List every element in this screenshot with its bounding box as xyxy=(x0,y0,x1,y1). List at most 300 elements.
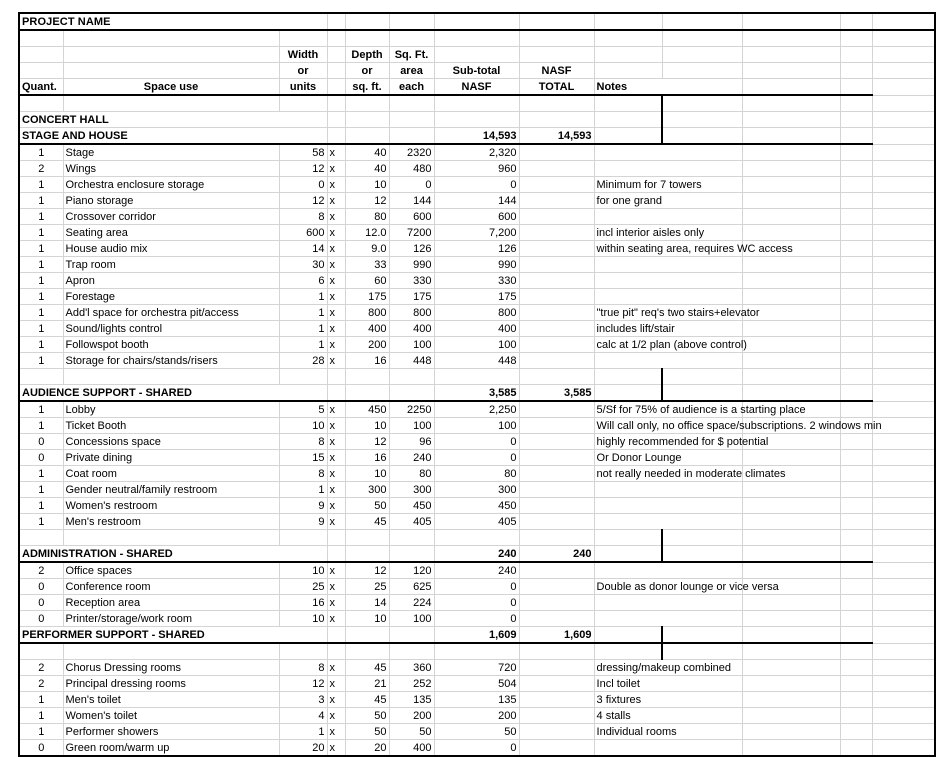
notes-col-4[interactable] xyxy=(840,708,872,724)
notes-col-5[interactable] xyxy=(872,79,935,96)
notes-col-2[interactable] xyxy=(662,530,742,546)
notes-col-5[interactable] xyxy=(872,466,935,482)
cell-width[interactable]: 1 xyxy=(279,337,327,353)
notes-col-3[interactable] xyxy=(742,643,840,660)
notes-col-5[interactable] xyxy=(872,305,935,321)
notes-col-4[interactable] xyxy=(840,611,872,627)
cell-depth[interactable]: 450 xyxy=(345,401,389,418)
sp-sqft[interactable] xyxy=(389,95,434,112)
notes-col-3[interactable] xyxy=(742,740,840,757)
notes-col-2[interactable] xyxy=(662,193,742,209)
sp-depth[interactable] xyxy=(345,95,389,112)
cell-subtotal-nasf[interactable]: 240 xyxy=(434,562,519,579)
notes-col-2[interactable] xyxy=(662,112,742,128)
section-pad-notes[interactable] xyxy=(594,546,662,563)
title-pad-width[interactable] xyxy=(279,13,327,30)
cell-nasf-total[interactable] xyxy=(519,676,594,692)
notes-col-2[interactable] xyxy=(662,611,742,627)
notes-col-3[interactable] xyxy=(742,530,840,546)
notes-col-3[interactable] xyxy=(742,595,840,611)
hdr3-x[interactable] xyxy=(327,79,345,96)
cell-multiplier[interactable]: x xyxy=(327,466,345,482)
gap-width[interactable] xyxy=(279,530,327,546)
cell-space-use[interactable]: House audio mix xyxy=(63,241,279,257)
cell-subtotal-nasf[interactable]: 126 xyxy=(434,241,519,257)
notes-col-5[interactable] xyxy=(872,112,935,128)
gap-space[interactable] xyxy=(63,369,279,385)
cell-quant[interactable]: 1 xyxy=(19,225,63,241)
cell-space-use[interactable]: Stage xyxy=(63,144,279,161)
notes-col-5[interactable] xyxy=(872,289,935,305)
cell-sqft-each[interactable]: 300 xyxy=(389,482,434,498)
cell-space-use[interactable]: Orchestra enclosure storage xyxy=(63,177,279,193)
cell-width[interactable]: 8 xyxy=(279,660,327,676)
notes-col-5[interactable] xyxy=(872,692,935,708)
section-pad-depth[interactable] xyxy=(345,627,389,644)
cell-nasf-total[interactable] xyxy=(519,257,594,273)
cell-depth[interactable]: 50 xyxy=(345,498,389,514)
section-pad-width[interactable] xyxy=(279,385,327,402)
section-pad-notes[interactable] xyxy=(594,385,662,402)
cell-space-use[interactable]: Conference room xyxy=(63,579,279,595)
cell-nasf-total[interactable] xyxy=(519,579,594,595)
notes-col-4[interactable] xyxy=(840,498,872,514)
hdr-blank-total[interactable] xyxy=(519,30,594,47)
cell-depth[interactable]: 45 xyxy=(345,692,389,708)
section-pad-notes[interactable] xyxy=(594,128,662,145)
notes-col-5[interactable] xyxy=(872,724,935,740)
blank-total[interactable] xyxy=(519,643,594,660)
cell-notes[interactable]: Double as donor lounge or vice versa xyxy=(594,579,662,595)
cell-notes[interactable] xyxy=(594,144,662,161)
notes-col-5[interactable] xyxy=(872,63,935,79)
notes-col-2[interactable] xyxy=(662,161,742,177)
section-pad-sqft[interactable] xyxy=(389,128,434,145)
notes-col-4[interactable] xyxy=(840,740,872,757)
cell-width[interactable]: 12 xyxy=(279,193,327,209)
cell-notes[interactable] xyxy=(594,209,662,225)
notes-col-3[interactable] xyxy=(742,321,840,337)
section-pad-depth[interactable] xyxy=(345,546,389,563)
hdr-blank-quant[interactable] xyxy=(19,30,63,47)
cell-notes[interactable] xyxy=(594,353,662,369)
hdr1-sub[interactable] xyxy=(434,47,519,63)
cell-space-use[interactable]: Followspot booth xyxy=(63,337,279,353)
notes-col-4[interactable] xyxy=(840,161,872,177)
notes-col-4[interactable] xyxy=(840,676,872,692)
cell-notes[interactable] xyxy=(594,482,662,498)
cell-depth[interactable]: 300 xyxy=(345,482,389,498)
sp-quant[interactable] xyxy=(19,95,63,112)
cell-nasf-total[interactable] xyxy=(519,611,594,627)
title-pad-x[interactable] xyxy=(327,13,345,30)
cell-quant[interactable]: 1 xyxy=(19,177,63,193)
notes-col-5[interactable] xyxy=(872,708,935,724)
notes-col-4[interactable] xyxy=(840,530,872,546)
cell-sqft-each[interactable]: 600 xyxy=(389,209,434,225)
cell-quant[interactable]: 1 xyxy=(19,353,63,369)
cell-subtotal-nasf[interactable]: 960 xyxy=(434,161,519,177)
cell-quant[interactable]: 2 xyxy=(19,562,63,579)
cell-sqft-each[interactable]: 450 xyxy=(389,498,434,514)
cell-space-use[interactable]: Office spaces xyxy=(63,562,279,579)
hdr-blank-sqft[interactable] xyxy=(389,30,434,47)
notes-col-5[interactable] xyxy=(872,337,935,353)
notes-col-3[interactable] xyxy=(742,482,840,498)
cell-nasf-total[interactable] xyxy=(519,305,594,321)
notes-col-5[interactable] xyxy=(872,225,935,241)
cell-sqft-each[interactable]: 480 xyxy=(389,161,434,177)
gap-sqft[interactable] xyxy=(389,369,434,385)
cell-subtotal-nasf[interactable]: 0 xyxy=(434,177,519,193)
cell-multiplier[interactable]: x xyxy=(327,353,345,369)
cell-space-use[interactable]: Trap room xyxy=(63,257,279,273)
notes-col-3[interactable] xyxy=(742,257,840,273)
cell-multiplier[interactable]: x xyxy=(327,740,345,757)
cell-multiplier[interactable]: x xyxy=(327,579,345,595)
sp-width[interactable] xyxy=(279,95,327,112)
cell-subtotal-nasf[interactable]: 448 xyxy=(434,353,519,369)
notes-col-3[interactable] xyxy=(742,498,840,514)
cell-multiplier[interactable]: x xyxy=(327,337,345,353)
notes-col-5[interactable] xyxy=(872,740,935,757)
cell-width[interactable]: 8 xyxy=(279,209,327,225)
cell-width[interactable]: 5 xyxy=(279,401,327,418)
notes-col-3[interactable] xyxy=(742,337,840,353)
notes-col-5[interactable] xyxy=(872,530,935,546)
cell-width[interactable]: 30 xyxy=(279,257,327,273)
cell-quant[interactable]: 2 xyxy=(19,676,63,692)
notes-col-4[interactable] xyxy=(840,353,872,369)
cell-depth[interactable]: 12 xyxy=(345,562,389,579)
cell-space-use[interactable]: Performer showers xyxy=(63,724,279,740)
notes-col-2[interactable] xyxy=(662,595,742,611)
cell-space-use[interactable]: Sound/lights control xyxy=(63,321,279,337)
cell-width[interactable]: 12 xyxy=(279,676,327,692)
cell-subtotal-nasf[interactable]: 600 xyxy=(434,209,519,225)
ch-sub[interactable] xyxy=(434,112,519,128)
cell-multiplier[interactable]: x xyxy=(327,708,345,724)
notes-col-3[interactable] xyxy=(742,144,840,161)
notes-col-2[interactable] xyxy=(662,289,742,305)
cell-nasf-total[interactable] xyxy=(519,514,594,530)
notes-col-2[interactable] xyxy=(662,546,742,563)
notes-col-4[interactable] xyxy=(840,692,872,708)
cell-nasf-total[interactable] xyxy=(519,353,594,369)
cell-width[interactable]: 1 xyxy=(279,724,327,740)
notes-col-5[interactable] xyxy=(872,95,935,112)
cell-multiplier[interactable]: x xyxy=(327,321,345,337)
notes-col-3[interactable] xyxy=(742,95,840,112)
cell-width[interactable]: 25 xyxy=(279,579,327,595)
cell-sqft-each[interactable]: 625 xyxy=(389,579,434,595)
notes-col-4[interactable] xyxy=(840,337,872,353)
cell-subtotal-nasf[interactable]: 135 xyxy=(434,692,519,708)
cell-space-use[interactable]: Lobby xyxy=(63,401,279,418)
notes-col-5[interactable] xyxy=(872,13,935,30)
cell-width[interactable]: 1 xyxy=(279,305,327,321)
cell-subtotal-nasf[interactable]: 405 xyxy=(434,514,519,530)
cell-quant[interactable]: 1 xyxy=(19,401,63,418)
hdr-blank-depth[interactable] xyxy=(345,30,389,47)
hdr2-quant[interactable] xyxy=(19,63,63,79)
cell-width[interactable]: 10 xyxy=(279,611,327,627)
cell-quant[interactable]: 1 xyxy=(19,193,63,209)
cell-nasf-total[interactable] xyxy=(519,660,594,676)
cell-multiplier[interactable]: x xyxy=(327,514,345,530)
cell-sqft-each[interactable]: 360 xyxy=(389,660,434,676)
cell-depth[interactable]: 45 xyxy=(345,660,389,676)
notes-col-2[interactable] xyxy=(662,724,742,740)
cell-depth[interactable]: 60 xyxy=(345,273,389,289)
sp-space[interactable] xyxy=(63,95,279,112)
notes-col-3[interactable] xyxy=(742,225,840,241)
section-pad-x[interactable] xyxy=(327,385,345,402)
notes-col-5[interactable] xyxy=(872,47,935,63)
cell-subtotal-nasf[interactable]: 0 xyxy=(434,579,519,595)
cell-notes[interactable]: incl interior aisles only xyxy=(594,225,662,241)
cell-multiplier[interactable]: x xyxy=(327,724,345,740)
cell-space-use[interactable]: Reception area xyxy=(63,595,279,611)
cell-multiplier[interactable]: x xyxy=(327,257,345,273)
cell-nasf-total[interactable] xyxy=(519,337,594,353)
cell-space-use[interactable]: Green room/warm up xyxy=(63,740,279,757)
blank-width[interactable] xyxy=(279,643,327,660)
notes-col-4[interactable] xyxy=(840,209,872,225)
sp-x[interactable] xyxy=(327,95,345,112)
notes-col-5[interactable] xyxy=(872,450,935,466)
cell-quant[interactable]: 0 xyxy=(19,611,63,627)
hdr-blank-space[interactable] xyxy=(63,30,279,47)
cell-quant[interactable]: 1 xyxy=(19,498,63,514)
notes-col-3[interactable] xyxy=(742,289,840,305)
cell-width[interactable]: 1 xyxy=(279,321,327,337)
notes-col-3[interactable] xyxy=(742,273,840,289)
cell-quant[interactable]: 0 xyxy=(19,595,63,611)
cell-multiplier[interactable]: x xyxy=(327,273,345,289)
notes-col-3[interactable] xyxy=(742,47,840,63)
section-pad-width[interactable] xyxy=(279,546,327,563)
cell-sqft-each[interactable]: 2250 xyxy=(389,401,434,418)
cell-multiplier[interactable]: x xyxy=(327,660,345,676)
notes-col-3[interactable] xyxy=(742,177,840,193)
cell-multiplier[interactable]: x xyxy=(327,305,345,321)
cell-width[interactable]: 1 xyxy=(279,482,327,498)
cell-depth[interactable]: 10 xyxy=(345,177,389,193)
section-pad-sqft[interactable] xyxy=(389,546,434,563)
cell-subtotal-nasf[interactable]: 720 xyxy=(434,660,519,676)
ch-depth[interactable] xyxy=(345,112,389,128)
cell-multiplier[interactable]: x xyxy=(327,676,345,692)
ch-total[interactable] xyxy=(519,112,594,128)
section-pad-depth[interactable] xyxy=(345,128,389,145)
cell-nasf-total[interactable] xyxy=(519,177,594,193)
cell-nasf-total[interactable] xyxy=(519,144,594,161)
notes-col-4[interactable] xyxy=(840,482,872,498)
cell-width[interactable]: 10 xyxy=(279,418,327,434)
notes-col-3[interactable] xyxy=(742,369,840,385)
gap-sub[interactable] xyxy=(434,530,519,546)
cell-width[interactable]: 9 xyxy=(279,498,327,514)
gap-notes[interactable] xyxy=(594,369,662,385)
notes-col-4[interactable] xyxy=(840,63,872,79)
notes-col-3[interactable] xyxy=(742,161,840,177)
notes-col-3[interactable] xyxy=(742,627,840,644)
notes-col-4[interactable] xyxy=(840,30,872,47)
notes-col-3[interactable] xyxy=(742,385,840,402)
blank-x[interactable] xyxy=(327,643,345,660)
hdr1-total[interactable] xyxy=(519,47,594,63)
notes-col-5[interactable] xyxy=(872,434,935,450)
cell-depth[interactable]: 21 xyxy=(345,676,389,692)
blank-sub[interactable] xyxy=(434,643,519,660)
section-pad-width[interactable] xyxy=(279,128,327,145)
cell-depth[interactable]: 400 xyxy=(345,321,389,337)
cell-notes[interactable]: Individual rooms xyxy=(594,724,662,740)
gap-depth[interactable] xyxy=(345,369,389,385)
notes-col-5[interactable] xyxy=(872,562,935,579)
cell-subtotal-nasf[interactable]: 300 xyxy=(434,482,519,498)
notes-col-2[interactable] xyxy=(662,353,742,369)
notes-col-4[interactable] xyxy=(840,241,872,257)
cell-width[interactable]: 6 xyxy=(279,273,327,289)
ch-x[interactable] xyxy=(327,112,345,128)
cell-quant[interactable]: 1 xyxy=(19,337,63,353)
cell-nasf-total[interactable] xyxy=(519,466,594,482)
cell-multiplier[interactable]: x xyxy=(327,562,345,579)
blank-depth[interactable] xyxy=(345,643,389,660)
cell-width[interactable]: 8 xyxy=(279,466,327,482)
cell-width[interactable]: 1 xyxy=(279,289,327,305)
notes-col-4[interactable] xyxy=(840,305,872,321)
hdr1-x[interactable] xyxy=(327,47,345,63)
notes-col-4[interactable] xyxy=(840,79,872,96)
title-pad-sqft[interactable] xyxy=(389,13,434,30)
notes-col-5[interactable] xyxy=(872,514,935,530)
cell-sqft-each[interactable]: 96 xyxy=(389,434,434,450)
cell-space-use[interactable]: Apron xyxy=(63,273,279,289)
cell-quant[interactable]: 2 xyxy=(19,161,63,177)
cell-width[interactable]: 20 xyxy=(279,740,327,757)
cell-quant[interactable]: 0 xyxy=(19,579,63,595)
cell-subtotal-nasf[interactable]: 0 xyxy=(434,450,519,466)
notes-col-4[interactable] xyxy=(840,177,872,193)
notes-col-3[interactable] xyxy=(742,13,840,30)
gap-total[interactable] xyxy=(519,530,594,546)
hdr1-notes[interactable] xyxy=(594,47,662,63)
cell-quant[interactable]: 1 xyxy=(19,692,63,708)
cell-notes[interactable] xyxy=(594,740,662,757)
notes-col-2[interactable] xyxy=(662,128,742,145)
notes-col-3[interactable] xyxy=(742,30,840,47)
notes-col-4[interactable] xyxy=(840,562,872,579)
notes-col-3[interactable] xyxy=(742,128,840,145)
cell-width[interactable]: 15 xyxy=(279,450,327,466)
cell-notes[interactable] xyxy=(594,595,662,611)
notes-col-3[interactable] xyxy=(742,209,840,225)
gap-sub[interactable] xyxy=(434,369,519,385)
notes-col-3[interactable] xyxy=(742,692,840,708)
cell-sqft-each[interactable]: 200 xyxy=(389,708,434,724)
notes-col-5[interactable] xyxy=(872,30,935,47)
cell-nasf-total[interactable] xyxy=(519,401,594,418)
section-pad-sqft[interactable] xyxy=(389,385,434,402)
cell-width[interactable]: 58 xyxy=(279,144,327,161)
cell-depth[interactable]: 10 xyxy=(345,466,389,482)
notes-col-3[interactable] xyxy=(742,450,840,466)
cell-notes[interactable]: 3 fixtures xyxy=(594,692,662,708)
cell-nasf-total[interactable] xyxy=(519,418,594,434)
cell-multiplier[interactable]: x xyxy=(327,209,345,225)
notes-col-2[interactable] xyxy=(662,692,742,708)
notes-col-2[interactable] xyxy=(662,30,742,47)
notes-col-3[interactable] xyxy=(742,546,840,563)
notes-col-3[interactable] xyxy=(742,611,840,627)
cell-width[interactable]: 8 xyxy=(279,434,327,450)
cell-width[interactable]: 12 xyxy=(279,161,327,177)
hdr-blank-notes[interactable] xyxy=(594,30,662,47)
hdr-blank-sub[interactable] xyxy=(434,30,519,47)
notes-col-4[interactable] xyxy=(840,466,872,482)
cell-depth[interactable]: 175 xyxy=(345,289,389,305)
cell-notes[interactable] xyxy=(594,562,662,579)
cell-space-use[interactable]: Coat room xyxy=(63,466,279,482)
cell-nasf-total[interactable] xyxy=(519,708,594,724)
notes-col-4[interactable] xyxy=(840,95,872,112)
cell-depth[interactable]: 40 xyxy=(345,161,389,177)
cell-space-use[interactable]: Women's toilet xyxy=(63,708,279,724)
notes-col-5[interactable] xyxy=(872,273,935,289)
blank-sqft[interactable] xyxy=(389,643,434,660)
cell-sqft-each[interactable]: 224 xyxy=(389,595,434,611)
ch-notes[interactable] xyxy=(594,112,662,128)
blank-space[interactable] xyxy=(63,643,279,660)
cell-nasf-total[interactable] xyxy=(519,241,594,257)
cell-sqft-each[interactable]: 2320 xyxy=(389,144,434,161)
notes-col-3[interactable] xyxy=(742,676,840,692)
hdr2-notes[interactable] xyxy=(594,63,662,79)
notes-col-2[interactable] xyxy=(662,369,742,385)
cell-space-use[interactable]: Chorus Dressing rooms xyxy=(63,660,279,676)
notes-col-4[interactable] xyxy=(840,273,872,289)
cell-quant[interactable]: 1 xyxy=(19,418,63,434)
cell-sqft-each[interactable]: 126 xyxy=(389,241,434,257)
cell-sqft-each[interactable]: 800 xyxy=(389,305,434,321)
notes-col-5[interactable] xyxy=(872,209,935,225)
notes-col-3[interactable] xyxy=(742,63,840,79)
hdr2-x[interactable] xyxy=(327,63,345,79)
cell-subtotal-nasf[interactable]: 0 xyxy=(434,740,519,757)
cell-sqft-each[interactable]: 100 xyxy=(389,337,434,353)
section-pad-x[interactable] xyxy=(327,128,345,145)
cell-subtotal-nasf[interactable]: 7,200 xyxy=(434,225,519,241)
notes-col-4[interactable] xyxy=(840,13,872,30)
cell-multiplier[interactable]: x xyxy=(327,611,345,627)
cell-depth[interactable]: 12 xyxy=(345,434,389,450)
notes-col-2[interactable] xyxy=(662,482,742,498)
cell-sqft-each[interactable]: 100 xyxy=(389,418,434,434)
cell-nasf-total[interactable] xyxy=(519,595,594,611)
cell-notes[interactable]: 5/Sf for 75% of audience is a starting place xyxy=(594,401,662,418)
cell-space-use[interactable]: Seating area xyxy=(63,225,279,241)
cell-width[interactable]: 9 xyxy=(279,514,327,530)
cell-width[interactable]: 600 xyxy=(279,225,327,241)
cell-space-use[interactable]: Private dining xyxy=(63,450,279,466)
cell-subtotal-nasf[interactable]: 2,250 xyxy=(434,401,519,418)
hdr1-space[interactable] xyxy=(63,47,279,63)
cell-space-use[interactable]: Add'l space for orchestra pit/access xyxy=(63,305,279,321)
cell-width[interactable]: 16 xyxy=(279,595,327,611)
